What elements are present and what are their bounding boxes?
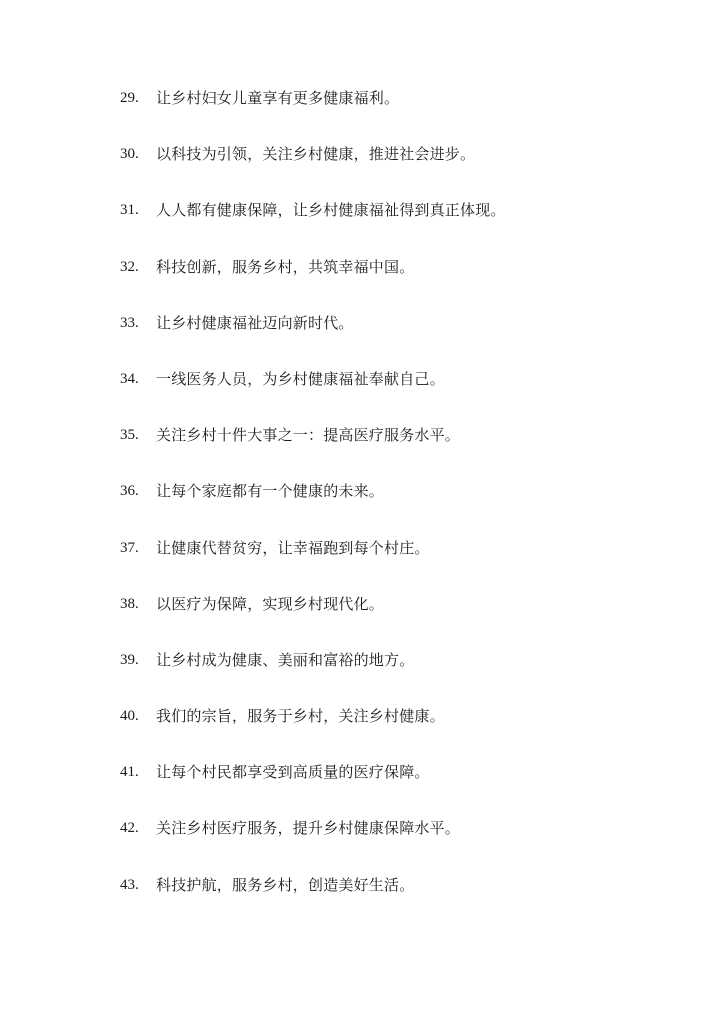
item-text: 关注乡村十件大事之一：提高医疗服务水平。 <box>156 426 461 445</box>
item-number: 38. <box>120 595 139 612</box>
item-number: 41. <box>120 764 139 781</box>
list-item <box>120 309 506 365</box>
item-number: 31. <box>120 202 139 219</box>
list-item <box>120 590 506 646</box>
item-number: 40. <box>120 708 139 725</box>
list-item <box>120 140 506 196</box>
list-item <box>120 196 506 252</box>
item-text: 关注乡村医疗服务，提升乡村健康保障水平。 <box>156 819 461 838</box>
item-text: 让乡村妇女儿童享有更多健康福利。 <box>156 89 400 107</box>
item-number: 29. <box>120 90 139 106</box>
item-text: 让每个家庭都有一个健康的未来。 <box>156 482 385 501</box>
list-item <box>120 477 506 533</box>
item-text: 科技护航，服务乡村，创造美好生活。 <box>156 875 415 894</box>
item-number: 37. <box>120 539 139 556</box>
item-text: 我们的宗旨，服务于乡村，关注乡村健康。 <box>156 707 445 726</box>
item-number: 35. <box>120 427 139 444</box>
item-text: 一线医务人员，为乡村健康福祉奉献自己。 <box>156 369 445 388</box>
item-number: 43. <box>120 876 139 893</box>
item-number: 42. <box>120 820 139 837</box>
item-number: 30. <box>120 146 139 163</box>
item-number: 39. <box>120 651 139 668</box>
list-item <box>120 365 506 421</box>
item-number: 34. <box>120 370 139 387</box>
item-text: 让每个村民都享受到高质量的医疗保障。 <box>156 763 430 782</box>
list-item <box>120 814 506 870</box>
item-number: 36. <box>120 483 139 500</box>
list-item <box>120 871 506 927</box>
item-text: 让乡村健康福祉迈向新时代。 <box>156 313 354 332</box>
item-text: 以科技为引领，关注乡村健康，推进社会进步。 <box>156 145 476 164</box>
item-number: 32. <box>120 258 139 275</box>
item-text: 让乡村成为健康、美丽和富裕的地方。 <box>156 650 415 669</box>
slogan-list <box>120 84 506 927</box>
item-number: 33. <box>120 314 139 331</box>
list-item <box>120 84 506 140</box>
item-text: 科技创新，服务乡村，共筑幸福中国。 <box>156 257 415 276</box>
item-text: 人人都有健康保障，让乡村健康福祉得到真正体现。 <box>156 201 506 220</box>
list-item <box>120 702 506 758</box>
list-item <box>120 646 506 702</box>
item-text: 以医疗为保障，实现乡村现代化。 <box>156 594 385 613</box>
list-item <box>120 758 506 814</box>
list-item <box>120 421 506 477</box>
list-item <box>120 253 506 309</box>
list-item <box>120 534 506 590</box>
item-text: 让健康代替贫穷，让幸福跑到每个村庄。 <box>156 538 430 557</box>
